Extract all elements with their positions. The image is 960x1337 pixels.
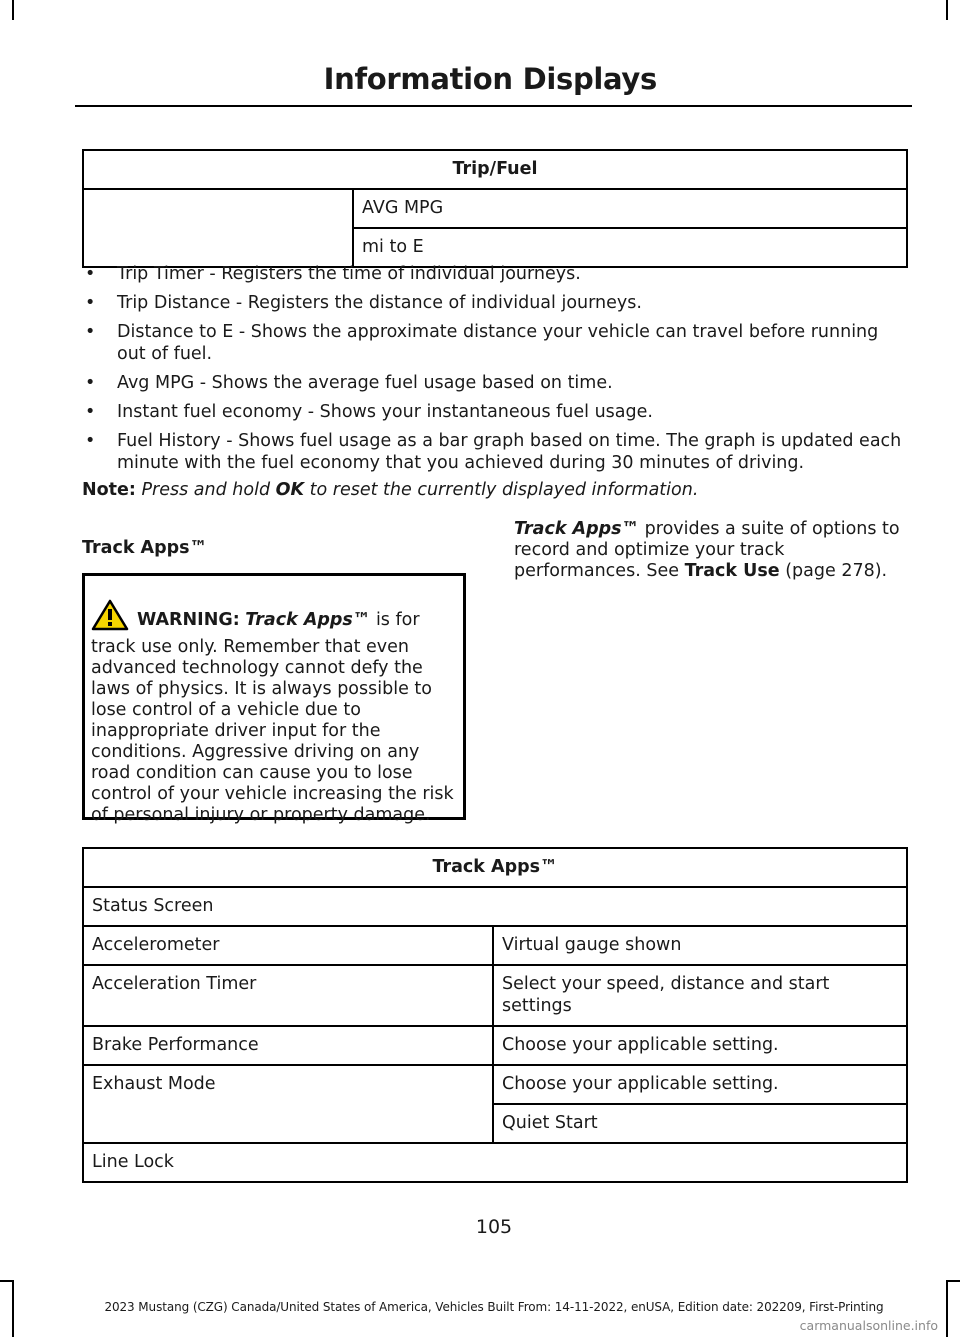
warning-triangle-icon [91, 599, 129, 637]
trip-fuel-bullet-list [83, 263, 909, 481]
table-cell: Virtual gauge shown [493, 926, 907, 965]
table-row [83, 965, 907, 1026]
list-item: • Trip Distance - Registers the distance of individual journeys. [85, 293, 642, 313]
bullet-icon: • [85, 322, 96, 342]
intro-product: Track Apps™ [514, 519, 640, 539]
bullet-icon: • [85, 373, 96, 393]
track-apps-table-heading: Track Apps™ [83, 848, 907, 887]
warning-text-2: track use only. Remember that even advanced technology cannot defy the laws of physics. It is always possible to lose control of a vehicle due to inappropriate driver input for the conditions. Aggressive driving on any road condition can cause you to lose control of your vehicle increasing the risk of personal injury or property damage. [91, 637, 454, 825]
note-text-after: to reset the currently displayed information. [309, 480, 699, 500]
table-row [83, 1065, 907, 1104]
page-title: Information Displays [323, 62, 657, 96]
table-row [83, 887, 907, 926]
note-label: Note: [82, 480, 136, 500]
warning-text-1: is for [375, 610, 420, 630]
table-cell: Quiet Start [493, 1104, 907, 1143]
table-row [83, 1143, 907, 1182]
table-cell: Acceleration Timer [83, 965, 493, 1026]
footer-text: 2023 Mustang (CZG) Canada/United States of America, Vehicles Built From: 14-11-2022, enUSA, Edition date: 202209, First-Printing [104, 1300, 884, 1314]
track-apps-intro [514, 519, 910, 582]
header-divider [75, 105, 912, 107]
list-item: • Distance to E - Shows the approximate distance your vehicle can travel before running out of fuel. [85, 322, 879, 364]
watermark: carmanualsonline.info [799, 1318, 938, 1333]
section-heading-track-apps: Track Apps™ [82, 538, 208, 558]
list-item: • Avg MPG - Shows the average fuel usage based on time. [85, 373, 613, 393]
bullet-icon: • [85, 293, 96, 313]
table-cell: Line Lock [83, 1143, 907, 1182]
see-page-ref: (page 278). [785, 561, 888, 581]
trip-fuel-table-heading: Trip/Fuel [83, 150, 907, 189]
table-header-row [83, 848, 907, 887]
table-row [83, 926, 907, 965]
page-number: 105 [475, 1216, 513, 1238]
table-cell: AVG MPG [353, 189, 907, 228]
intro-text: provides a suite of options to record and optimize your track performances. [514, 519, 900, 581]
crop-mark-top-left-v [12, 0, 14, 20]
warning-label: WARNING: [137, 610, 240, 630]
table-cell: Choose your applicable setting. [493, 1026, 907, 1065]
list-item: • Trip Timer - Registers the time of individual journeys. [85, 264, 581, 284]
crop-mark-top-right-v [946, 0, 948, 20]
note-text-before: Press and hold [141, 480, 271, 500]
table-header-row [83, 150, 907, 189]
table-cell: Status Screen [83, 887, 907, 926]
crop-mark-bottom-left-h [0, 1280, 14, 1282]
bullet-icon: • [85, 402, 96, 422]
bullet-icon: • [85, 264, 96, 284]
crop-mark-bottom-right-h [946, 1280, 960, 1282]
table-cell: Choose your applicable setting. [493, 1065, 907, 1104]
note-paragraph [82, 479, 908, 501]
table-row [83, 189, 907, 228]
track-apps-table [82, 847, 908, 1183]
warning-box [82, 573, 466, 825]
table-cell: mi to E [353, 228, 907, 267]
list-item: • Instant fuel economy - Shows your instantaneous fuel usage. [85, 402, 653, 422]
table-cell: Accelerometer [83, 926, 493, 965]
warning-product: Track Apps™ [245, 610, 371, 630]
table-cell: Brake Performance [83, 1026, 493, 1065]
table-cell-empty [83, 189, 353, 267]
trip-fuel-table [82, 149, 908, 268]
table-cell: Select your speed, distance and start settings [493, 965, 907, 1026]
track-use-link[interactable]: Track Use [684, 561, 780, 581]
table-cell: Exhaust Mode [83, 1065, 493, 1143]
table-row [83, 1026, 907, 1065]
see-word: See [646, 561, 679, 581]
note-key: OK [275, 480, 305, 500]
list-item: • Fuel History - Shows fuel usage as a bar graph based on time. The graph is updated each minute with the fuel economy that you achieved during 30 minutes of driving. [85, 431, 902, 473]
bullet-icon: • [85, 431, 96, 451]
